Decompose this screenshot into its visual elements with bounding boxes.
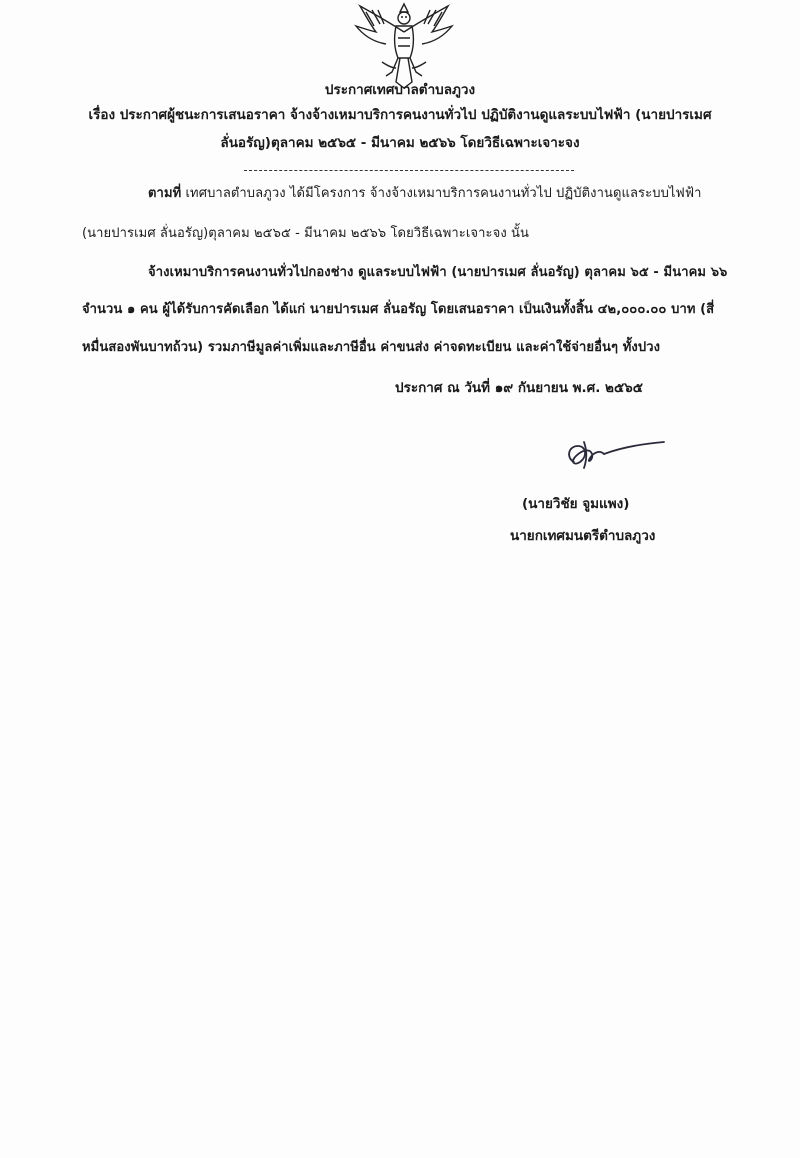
- announcement-date: ประกาศ ณ วันที่ ๑๙ กันยายน พ.ศ. ๒๕๖๕: [395, 380, 643, 396]
- document-subject: เรื่อง ประกาศผู้ชนะการเสนอราคา จ้างจ้างเหมาบริการคนงานทั่วไป ปฏิบัติงานดูแลระบบไฟฟ้า (นายปารเมศ: [88, 107, 712, 123]
- body-line-1: เทศบาลตำบลภูวง ได้มีโครงการ จ้างจ้างเหมาบริการคนงานทั่วไป ปฏิบัติงานดูแลระบบไฟฟ้า: [181, 186, 702, 201]
- signer-title: นายกเทศมนตรีตำบลภูวง: [510, 528, 656, 544]
- signer-name: (นายวิชัย จูมแพง): [522, 496, 630, 512]
- body-line-2: (นายปารเมศ ลั่นอรัญ)ตุลาคม ๒๕๖๕ - มีนาคม ๒๕๖๖ โดยวิธีเฉพาะเจาะจง นั้น: [82, 226, 529, 241]
- document-title: ประกาศเทศบาลตำบลภูวง: [324, 82, 476, 98]
- body-line-4: จำนวน ๑ คน ผู้ได้รับการคัดเลือก ได้แก่ นายปารเมศ ลั่นอรัญ โดยเสนอราคา เป็นเงินทั้งสิ้น ๔๒,๐๐๐.๐๐ บาท (สี่: [82, 302, 715, 317]
- body-paragraph-1: [148, 182, 702, 203]
- body-line-3: จ้างเหมาบริการคนงานทั่วไปกองช่าง ดูแลระบบไฟฟ้า (นายปารเมศ ลั่นอรัญ) ตุลาคม ๖๕ - มีนาคม ๖๖: [148, 265, 728, 280]
- handwritten-signature: [560, 432, 670, 476]
- document-subject-continued: ลั่นอรัญ)ตุลาคม ๒๕๖๕ - มีนาคม ๒๕๖๖ โดยวิธีเฉพาะเจาะจง: [220, 135, 580, 151]
- divider-line: [244, 170, 574, 171]
- body-lead-word: ตามที่: [148, 186, 182, 201]
- body-line-5: หมื่นสองพันบาทถ้วน) รวมภาษีมูลค่าเพิ่มและภาษีอื่น ค่าขนส่ง ค่าจดทะเบียน และค่าใช้จ่ายอื่นๆ ทั้งปวง: [82, 340, 661, 355]
